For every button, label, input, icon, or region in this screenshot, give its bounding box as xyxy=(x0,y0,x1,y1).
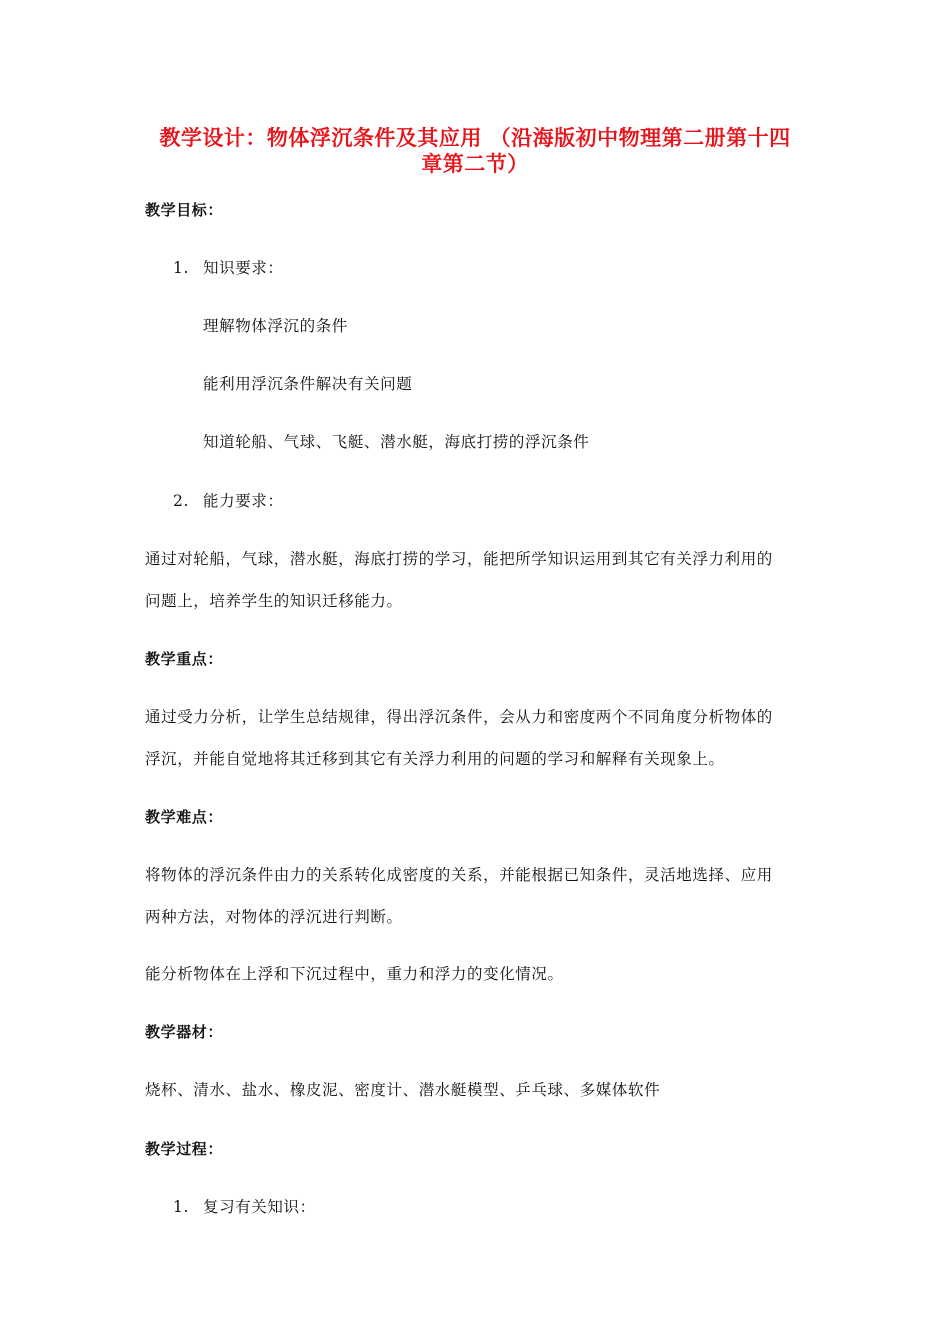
paragraph-line: 两种方法，对物体的浮沉进行判断。 xyxy=(145,908,403,926)
list-number: 1. xyxy=(173,1198,189,1216)
heading-teaching-equipment: 教学器材： xyxy=(145,1023,224,1041)
paragraph-line: 通过对轮船，气球，潜水艇，海底打捞的学习，能把所学知识运用到其它有关浮力利用的 xyxy=(145,550,773,568)
paragraph-line: 将物体的浮沉条件由力的关系转化成密度的关系，并能根据已知条件，灵活地选择、应用 xyxy=(145,866,773,884)
paragraph-line: 通过受力分析，让学生总结规律，得出浮沉条件，会从力和密度两个不同角度分析物体的 xyxy=(145,708,773,726)
paragraph-line: 能分析物体在上浮和下沉过程中，重力和浮力的变化情况。 xyxy=(145,965,564,983)
paragraph-line: 问题上，培养学生的知识迁移能力。 xyxy=(145,592,403,610)
heading-teaching-key-points: 教学重点： xyxy=(145,650,224,668)
list-item-label: 能力要求： xyxy=(203,492,284,510)
paragraph-line: 烧杯、清水、盐水、橡皮泥、密度计、潜水艇模型、乒乓球、多媒体软件 xyxy=(145,1081,661,1099)
list-number: 1. xyxy=(173,259,189,277)
document-title-line-2: 章第二节） xyxy=(421,151,529,176)
document-title-line-1: 教学设计：物体浮沉条件及其应用 （沿海版初中物理第二册第十四 xyxy=(159,125,791,150)
knowledge-point: 理解物体浮沉的条件 xyxy=(203,317,348,335)
paragraph-line: 浮沉，并能自觉地将其迁移到其它有关浮力利用的问题的学习和解释有关现象上。 xyxy=(145,750,725,768)
list-item-label: 知识要求： xyxy=(203,259,284,277)
list-number: 2. xyxy=(173,492,189,510)
list-item-label: 复习有关知识： xyxy=(203,1198,316,1216)
knowledge-point: 能利用浮沉条件解决有关问题 xyxy=(203,375,413,393)
list-item-ability-requirements xyxy=(173,490,284,512)
list-item-knowledge-requirements xyxy=(173,257,284,279)
heading-teaching-difficulties: 教学难点： xyxy=(145,808,224,826)
list-item-review-knowledge xyxy=(173,1196,316,1218)
heading-teaching-process: 教学过程： xyxy=(145,1140,224,1158)
knowledge-point: 知道轮船、气球、飞艇、潜水艇，海底打捞的浮沉条件 xyxy=(203,433,590,451)
heading-teaching-goals: 教学目标： xyxy=(145,201,224,219)
